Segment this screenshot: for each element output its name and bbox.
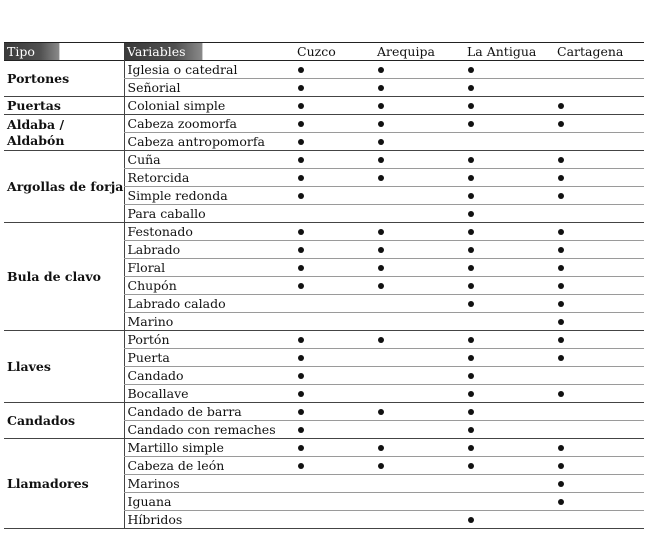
variable-cell: Candado con remaches	[124, 421, 294, 439]
table-body	[4, 61, 644, 529]
bullet-dot-icon	[558, 499, 564, 505]
presence-cell	[464, 187, 554, 205]
presence-cell	[554, 169, 644, 187]
presence-cell	[294, 133, 374, 151]
header-tipo: Tipo	[4, 43, 124, 61]
variable-cell: Señorial	[124, 79, 294, 97]
bullet-dot-icon	[558, 157, 564, 163]
header-la-antigua: La Antigua	[464, 43, 554, 61]
bullet-dot-icon	[298, 373, 304, 379]
bullet-dot-icon	[378, 121, 384, 127]
variable-cell: Cuña	[124, 151, 294, 169]
presence-cell	[294, 79, 374, 97]
bullet-dot-icon	[558, 301, 564, 307]
header-arequipa: Arequipa	[374, 43, 464, 61]
bullet-dot-icon	[298, 463, 304, 469]
bullet-dot-icon	[298, 247, 304, 253]
presence-cell	[464, 439, 554, 457]
presence-cell	[374, 511, 464, 529]
table-row	[4, 331, 644, 349]
presence-cell	[294, 223, 374, 241]
presence-cell	[294, 259, 374, 277]
bullet-dot-icon	[468, 103, 474, 109]
presence-cell	[464, 421, 554, 439]
variable-cell: Retorcida	[124, 169, 294, 187]
variable-cell: Labrado calado	[124, 295, 294, 313]
bullet-dot-icon	[558, 283, 564, 289]
presence-cell	[374, 421, 464, 439]
presence-cell	[554, 223, 644, 241]
presence-cell	[464, 313, 554, 331]
variable-cell: Cabeza antropomorfa	[124, 133, 294, 151]
variable-cell: Cabeza de león	[124, 457, 294, 475]
presence-cell	[374, 61, 464, 79]
presence-cell	[554, 475, 644, 493]
table-row	[4, 151, 644, 169]
presence-cell	[374, 331, 464, 349]
bullet-dot-icon	[298, 67, 304, 73]
presence-cell	[374, 97, 464, 115]
presence-cell	[554, 61, 644, 79]
presence-cell	[464, 169, 554, 187]
bullet-dot-icon	[558, 175, 564, 181]
bullet-dot-icon	[558, 193, 564, 199]
presence-cell	[374, 277, 464, 295]
presence-cell	[554, 187, 644, 205]
presence-cell	[554, 115, 644, 133]
group-tipo: Argollas de forja	[4, 151, 124, 223]
presence-cell	[464, 475, 554, 493]
variable-cell: Portón	[124, 331, 294, 349]
bullet-dot-icon	[468, 301, 474, 307]
bullet-dot-icon	[558, 481, 564, 487]
presence-cell	[294, 97, 374, 115]
bullet-dot-icon	[468, 409, 474, 415]
group-tipo: Candados	[4, 403, 124, 439]
presence-cell	[294, 367, 374, 385]
presence-cell	[374, 349, 464, 367]
bullet-dot-icon	[558, 121, 564, 127]
presence-cell	[554, 493, 644, 511]
bullet-dot-icon	[558, 247, 564, 253]
presence-cell	[464, 61, 554, 79]
table-header	[4, 43, 644, 61]
bullet-dot-icon	[468, 229, 474, 235]
presence-cell	[294, 277, 374, 295]
bullet-dot-icon	[468, 67, 474, 73]
bullet-dot-icon	[298, 193, 304, 199]
variable-cell: Labrado	[124, 241, 294, 259]
presence-cell	[294, 439, 374, 457]
bullet-dot-icon	[468, 211, 474, 217]
presence-cell	[374, 79, 464, 97]
bullet-dot-icon	[298, 139, 304, 145]
presence-cell	[294, 115, 374, 133]
presence-cell	[294, 457, 374, 475]
presence-cell	[554, 97, 644, 115]
table-row	[4, 97, 644, 115]
bullet-dot-icon	[468, 121, 474, 127]
variable-cell: Martillo simple	[124, 439, 294, 457]
presence-cell	[554, 205, 644, 223]
variable-cell: Puerta	[124, 349, 294, 367]
bullet-dot-icon	[558, 229, 564, 235]
presence-cell	[294, 205, 374, 223]
presence-cell	[464, 241, 554, 259]
variable-cell: Festonado	[124, 223, 294, 241]
presence-cell	[374, 475, 464, 493]
presence-cell	[374, 439, 464, 457]
bullet-dot-icon	[378, 283, 384, 289]
presence-cell	[554, 457, 644, 475]
presence-cell	[294, 385, 374, 403]
variable-cell: Iglesia o catedral	[124, 61, 294, 79]
presence-cell	[464, 331, 554, 349]
bullet-dot-icon	[468, 463, 474, 469]
bullet-dot-icon	[468, 337, 474, 343]
presence-cell	[464, 115, 554, 133]
bullet-dot-icon	[298, 391, 304, 397]
bullet-dot-icon	[378, 265, 384, 271]
presence-cell	[374, 493, 464, 511]
group-tipo: Llaves	[4, 331, 124, 403]
bullet-dot-icon	[558, 391, 564, 397]
bullet-dot-icon	[298, 265, 304, 271]
presence-cell	[294, 475, 374, 493]
bullet-dot-icon	[298, 85, 304, 91]
presence-cell	[374, 151, 464, 169]
presence-cell	[464, 277, 554, 295]
bullet-dot-icon	[298, 409, 304, 415]
bullet-dot-icon	[468, 391, 474, 397]
bullet-dot-icon	[468, 517, 474, 523]
presence-cell	[554, 439, 644, 457]
presence-cell	[294, 151, 374, 169]
presence-cell	[464, 97, 554, 115]
variable-cell: Bocallave	[124, 385, 294, 403]
presence-cell	[554, 151, 644, 169]
table-row	[4, 403, 644, 421]
bullet-dot-icon	[298, 175, 304, 181]
table-row	[4, 439, 644, 457]
bullet-dot-icon	[468, 427, 474, 433]
bullet-dot-icon	[468, 193, 474, 199]
variable-cell: Colonial simple	[124, 97, 294, 115]
presence-cell	[294, 511, 374, 529]
presence-cell	[294, 241, 374, 259]
bullet-dot-icon	[378, 67, 384, 73]
presence-cell	[554, 277, 644, 295]
presence-cell	[554, 259, 644, 277]
presence-cell	[464, 259, 554, 277]
bullet-dot-icon	[298, 427, 304, 433]
presence-cell	[554, 313, 644, 331]
presence-cell	[374, 367, 464, 385]
bullet-dot-icon	[378, 337, 384, 343]
presence-cell	[554, 295, 644, 313]
bullet-dot-icon	[378, 139, 384, 145]
presence-cell	[464, 511, 554, 529]
presence-cell	[294, 331, 374, 349]
bullet-dot-icon	[558, 337, 564, 343]
table-row	[4, 61, 644, 79]
bullet-dot-icon	[378, 409, 384, 415]
variable-cell: Marinos	[124, 475, 294, 493]
presence-cell	[374, 385, 464, 403]
presence-cell	[554, 241, 644, 259]
variable-cell: Cabeza zoomorfa	[124, 115, 294, 133]
bullet-dot-icon	[558, 319, 564, 325]
header-cartagena: Cartagena	[554, 43, 644, 61]
bullet-dot-icon	[298, 121, 304, 127]
presence-cell	[464, 133, 554, 151]
bullet-dot-icon	[558, 445, 564, 451]
table-row	[4, 115, 644, 133]
bullet-dot-icon	[298, 337, 304, 343]
variable-cell: Marino	[124, 313, 294, 331]
variable-cell: Candado	[124, 367, 294, 385]
bullet-dot-icon	[468, 265, 474, 271]
comparison-table	[4, 42, 644, 529]
bullet-dot-icon	[378, 229, 384, 235]
bullet-dot-icon	[298, 103, 304, 109]
presence-cell	[294, 403, 374, 421]
presence-cell	[374, 457, 464, 475]
presence-cell	[464, 493, 554, 511]
presence-cell	[464, 205, 554, 223]
presence-cell	[464, 403, 554, 421]
presence-cell	[374, 295, 464, 313]
bullet-dot-icon	[468, 157, 474, 163]
presence-cell	[554, 403, 644, 421]
presence-cell	[554, 421, 644, 439]
bullet-dot-icon	[468, 247, 474, 253]
presence-cell	[374, 259, 464, 277]
presence-cell	[374, 241, 464, 259]
bullet-dot-icon	[378, 445, 384, 451]
presence-cell	[554, 133, 644, 151]
presence-cell	[464, 349, 554, 367]
variable-cell: Para caballo	[124, 205, 294, 223]
presence-cell	[554, 385, 644, 403]
bullet-dot-icon	[298, 157, 304, 163]
presence-cell	[374, 403, 464, 421]
variable-cell: Floral	[124, 259, 294, 277]
bullet-dot-icon	[378, 85, 384, 91]
group-tipo: Bula de clavo	[4, 223, 124, 331]
header-variables: Variables	[124, 43, 294, 61]
presence-cell	[554, 511, 644, 529]
bullet-dot-icon	[468, 175, 474, 181]
variable-cell: Iguana	[124, 493, 294, 511]
presence-cell	[294, 61, 374, 79]
presence-cell	[554, 79, 644, 97]
presence-cell	[374, 115, 464, 133]
presence-cell	[464, 79, 554, 97]
bullet-dot-icon	[298, 445, 304, 451]
bullet-dot-icon	[378, 247, 384, 253]
presence-cell	[374, 187, 464, 205]
group-tipo: Aldaba / Aldabón	[4, 115, 124, 151]
presence-cell	[464, 151, 554, 169]
variable-cell: Chupón	[124, 277, 294, 295]
presence-cell	[294, 295, 374, 313]
presence-cell	[464, 295, 554, 313]
bullet-dot-icon	[378, 175, 384, 181]
presence-cell	[464, 457, 554, 475]
presence-cell	[374, 169, 464, 187]
presence-cell	[294, 313, 374, 331]
variable-cell: Simple redonda	[124, 187, 294, 205]
presence-cell	[294, 421, 374, 439]
bullet-dot-icon	[558, 463, 564, 469]
group-tipo: Portones	[4, 61, 124, 97]
variable-cell: Candado de barra	[124, 403, 294, 421]
variable-cell: Híbridos	[124, 511, 294, 529]
presence-cell	[554, 331, 644, 349]
presence-cell	[294, 349, 374, 367]
presence-cell	[374, 205, 464, 223]
bullet-dot-icon	[298, 355, 304, 361]
presence-cell	[374, 313, 464, 331]
bullet-dot-icon	[298, 229, 304, 235]
presence-cell	[294, 187, 374, 205]
presence-cell	[374, 133, 464, 151]
bullet-dot-icon	[298, 283, 304, 289]
presence-cell	[554, 367, 644, 385]
presence-cell	[464, 385, 554, 403]
table-row	[4, 223, 644, 241]
presence-cell	[554, 349, 644, 367]
bullet-dot-icon	[468, 373, 474, 379]
presence-cell	[464, 367, 554, 385]
bullet-dot-icon	[378, 157, 384, 163]
bullet-dot-icon	[468, 283, 474, 289]
group-tipo: Llamadores	[4, 439, 124, 529]
bullet-dot-icon	[468, 355, 474, 361]
bullet-dot-icon	[558, 355, 564, 361]
presence-cell	[294, 493, 374, 511]
bullet-dot-icon	[558, 265, 564, 271]
bullet-dot-icon	[378, 103, 384, 109]
presence-cell	[464, 223, 554, 241]
presence-cell	[294, 169, 374, 187]
bullet-dot-icon	[468, 445, 474, 451]
bullet-dot-icon	[558, 103, 564, 109]
bullet-dot-icon	[378, 463, 384, 469]
presence-cell	[374, 223, 464, 241]
bullet-dot-icon	[468, 85, 474, 91]
header-cuzco: Cuzco	[294, 43, 374, 61]
group-tipo: Puertas	[4, 97, 124, 115]
